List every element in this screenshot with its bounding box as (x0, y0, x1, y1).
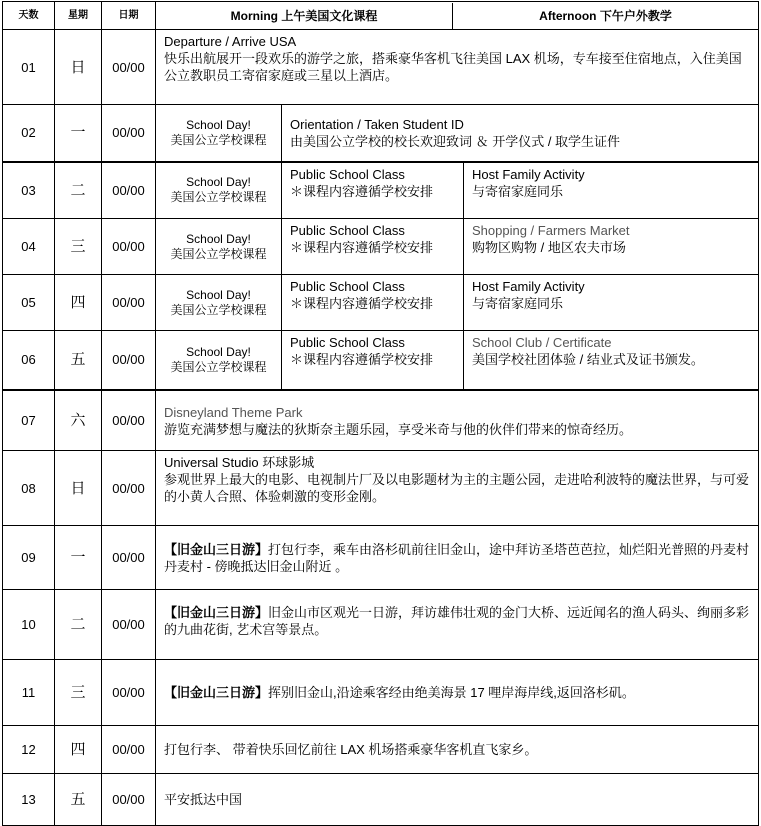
class-en: Public School Class (290, 335, 405, 350)
day-cell: 01 (3, 30, 55, 105)
school-cell (156, 162, 282, 219)
day-cell: 02 (3, 105, 55, 162)
activity-cell (282, 105, 759, 162)
table-row (3, 726, 759, 774)
class-en: Public School Class (290, 166, 405, 182)
week-cell: 一 (55, 526, 102, 590)
header-morning: Morning 上午美国文化课程 (156, 3, 453, 29)
table-row (3, 660, 759, 726)
class-cn: ＊课程内容遵循学校安排 (290, 183, 434, 199)
week-cell: 四 (55, 726, 102, 774)
week-cell: 一 (55, 105, 102, 162)
table-row (3, 526, 759, 590)
date-cell: 00/00 (102, 390, 156, 451)
table-row (3, 331, 759, 390)
afternoon-cn: 美国学校社团体验 / 结业式及证书颁发。 (472, 352, 704, 367)
table-row (3, 451, 759, 526)
week-cell: 日 (55, 451, 102, 526)
activity-title: Disneyland Theme Park (164, 404, 303, 420)
header-week: 星期 (55, 2, 102, 30)
table-row (3, 162, 759, 219)
day-cell: 11 (3, 660, 55, 726)
activity-desc: 打包行李，乘车由洛杉矶前往旧金山，途中拜访圣塔芭芭拉，灿烂阳光普照的丹麦村 丹麦村 - 傍晚抵达旧金山附近 。 (164, 541, 750, 574)
afternoon-cn: 购物区购物 / 地区农夫市场 (472, 240, 626, 255)
class-cell (282, 219, 464, 275)
activity-desc: 旧金山市区观光一日游，拜访雄伟壮观的金门大桥、远近闻名的渔人码头、绚丽多彩的九曲花街, 艺术宫等景点。 (164, 605, 750, 637)
week-cell: 二 (55, 590, 102, 660)
table-row (3, 105, 759, 162)
table-row (3, 390, 759, 451)
afternoon-cell (464, 162, 759, 219)
date-cell: 00/00 (102, 726, 156, 774)
afternoon-en: School Club / Certificate (472, 335, 612, 350)
trip-tag: 【旧金山三日游】 (164, 685, 269, 700)
activity-title: Universal Studio 环球影城 (164, 455, 315, 470)
class-cn: ＊课程内容遵循学校安排 (290, 240, 434, 255)
school-en: School Day! (186, 344, 251, 359)
itinerary (2, 1, 758, 826)
activity-desc: 由美国公立学校的校长欢迎致词 ＆ 开学仪式 / 取学生证件 (290, 133, 621, 149)
school-cn: 美国公立学校课程 (170, 190, 267, 205)
date-cell: 00/00 (102, 162, 156, 219)
activity-title: Orientation / Taken Student ID (290, 116, 464, 132)
date-cell: 00/00 (102, 275, 156, 331)
week-cell: 四 (55, 275, 102, 331)
school-cell (156, 275, 282, 331)
school-cell (156, 331, 282, 390)
week-cell: 六 (55, 390, 102, 451)
activity-cell (156, 590, 759, 660)
header-sessions (156, 2, 759, 30)
header-row (3, 2, 759, 30)
activity-cell (156, 390, 759, 451)
school-en: School Day! (186, 287, 251, 302)
day-cell: 10 (3, 590, 55, 660)
date-cell: 00/00 (102, 219, 156, 275)
table-row (3, 774, 759, 826)
school-cn: 美国公立学校课程 (170, 246, 267, 261)
date-cell: 00/00 (102, 331, 156, 390)
school-cell (156, 105, 282, 162)
day-cell: 08 (3, 451, 55, 526)
week-cell: 五 (55, 774, 102, 826)
week-cell: 日 (55, 30, 102, 105)
day-cell: 06 (3, 331, 55, 390)
class-cell (282, 331, 464, 390)
trip-tag: 【旧金山三日游】 (164, 541, 269, 557)
date-cell: 00/00 (102, 526, 156, 590)
class-en: Public School Class (290, 223, 405, 238)
afternoon-cell (464, 219, 759, 275)
activity-cell (156, 451, 759, 526)
class-cell (282, 162, 464, 219)
class-cn: ＊课程内容遵循学校安排 (290, 352, 434, 367)
activity-desc: 参观世界上最大的电影、电视制片厂及以电影题材为主的主题公园，走进哈利波特的魔法世界，与可爱的小黄人合照、体验刺激的变形金刚。 (164, 472, 750, 504)
header-day: 天数 (3, 2, 55, 30)
table-row (3, 219, 759, 275)
week-cell: 三 (55, 219, 102, 275)
afternoon-cn: 与寄宿家庭同乐 (472, 296, 564, 311)
class-cell (282, 275, 464, 331)
week-cell: 二 (55, 162, 102, 219)
day-cell: 13 (3, 774, 55, 826)
day-cell: 05 (3, 275, 55, 331)
afternoon-cell (464, 275, 759, 331)
school-en: School Day! (186, 231, 251, 246)
activity-cell: 打包行李、 带着快乐回忆前往 LAX 机场搭乘豪华客机直飞家乡。 (156, 726, 759, 774)
header-date: 日期 (102, 2, 156, 30)
activity-desc: 挥别旧金山,沿途乘客经由绝美海景 17 哩岸海岸线,返回洛杉矶。 (268, 685, 635, 700)
activity-desc: 游览充满梦想与魔法的狄斯奈主题乐园，享受米奇与他的伙伴们带来的惊奇经历。 (164, 421, 633, 437)
date-cell: 00/00 (102, 105, 156, 162)
week-cell: 五 (55, 331, 102, 390)
activity-title: Departure / Arrive USA (164, 34, 297, 49)
day-cell: 12 (3, 726, 55, 774)
date-cell: 00/00 (102, 660, 156, 726)
class-cn: ＊课程内容遵循学校安排 (290, 296, 434, 311)
school-cell (156, 219, 282, 275)
itinerary-table (2, 1, 759, 826)
date-cell: 00/00 (102, 30, 156, 105)
header-afternoon: Afternoon 下午户外教学 (539, 8, 672, 23)
afternoon-en: Host Family Activity (472, 279, 585, 294)
date-cell: 00/00 (102, 451, 156, 526)
date-cell: 00/00 (102, 590, 156, 660)
trip-tag: 【旧金山三日游】 (164, 605, 269, 620)
afternoon-cell (464, 331, 759, 390)
school-cn: 美国公立学校课程 (170, 132, 267, 147)
class-en: Public School Class (290, 279, 405, 294)
activity-desc: 快乐出航展开一段欢乐的游学之旅，搭乘豪华客机飞往美国 LAX 机场，专车接至住宿地点，入住美国公立教职员工寄宿家庭或三星以上酒店。 (164, 51, 742, 83)
school-cn: 美国公立学校课程 (170, 302, 267, 317)
activity-cell (156, 30, 759, 105)
table-row (3, 30, 759, 105)
activity-cell (156, 660, 759, 726)
day-cell: 07 (3, 390, 55, 451)
day-cell: 09 (3, 526, 55, 590)
day-cell: 04 (3, 219, 55, 275)
table-row (3, 275, 759, 331)
school-cn: 美国公立学校课程 (170, 359, 267, 374)
activity-cell (156, 526, 759, 590)
activity-cell: 平安抵达中国 (156, 774, 759, 826)
school-en: School Day! (186, 117, 251, 132)
school-en: School Day! (186, 175, 251, 190)
afternoon-en: Host Family Activity (472, 166, 585, 182)
day-cell: 03 (3, 162, 55, 219)
date-cell: 00/00 (102, 774, 156, 826)
table-row (3, 590, 759, 660)
afternoon-cn: 与寄宿家庭同乐 (472, 183, 564, 199)
week-cell: 三 (55, 660, 102, 726)
afternoon-en: Shopping / Farmers Market (472, 223, 630, 238)
